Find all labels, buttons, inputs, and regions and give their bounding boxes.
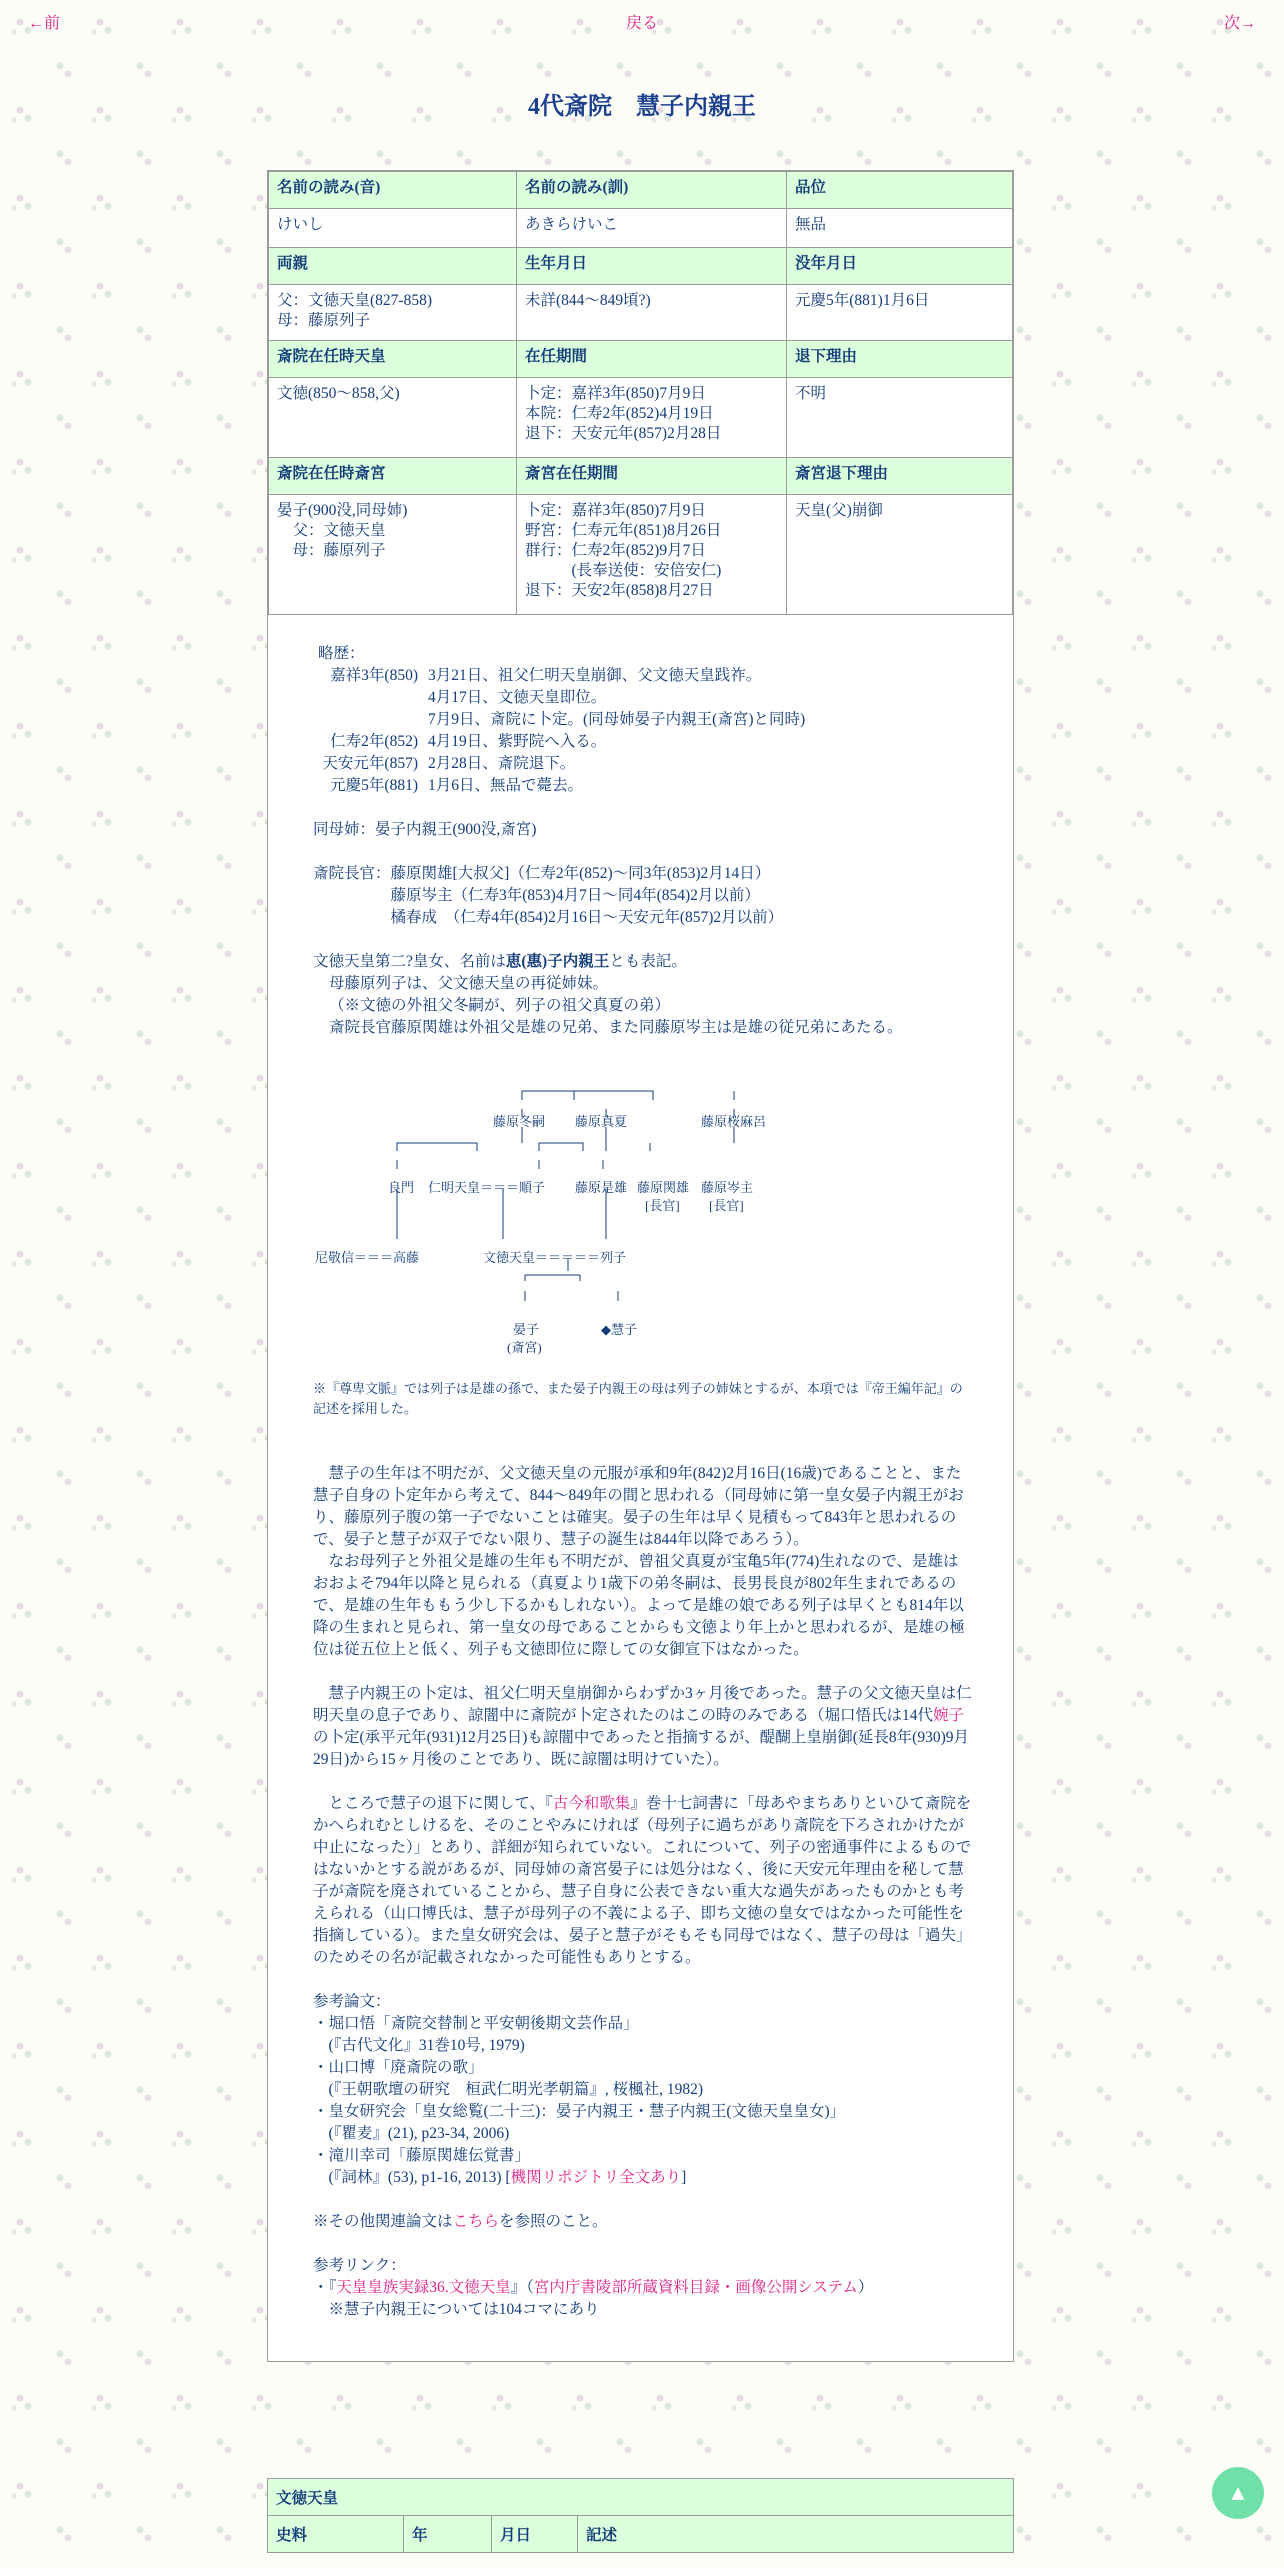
family-member: 仁明天皇＝＝＝順子 (428, 1180, 546, 1195)
reference-item: ・堀口悟「斎院交替制と平安朝後期文芸作品」 (313, 2015, 639, 2032)
cell-line: 退下：天安2年(858)8月27日 (525, 582, 714, 599)
history-row: 仁寿2年(852) 4月19日、紫野院へ入る。 (330, 733, 607, 750)
family-member: 尼敬信＝＝＝高藤 (315, 1250, 420, 1265)
history-row: 元慶5年(881) 1月6日、無品で薨去。 (330, 777, 584, 794)
info-table (268, 171, 1013, 615)
history-title: 略歴： (318, 645, 365, 662)
reference-item: (『瞿麦』(21), p23-34, 2006) (313, 2125, 510, 2142)
header-cell: 名前の読み(訓) (517, 172, 787, 209)
scroll-to-top-button[interactable] (1212, 2467, 1264, 2519)
table-row (269, 495, 1013, 615)
header-cell: 退下理由 (787, 341, 1013, 378)
cell-line: 文徳(850～858,父) (277, 385, 400, 402)
table-cell (517, 495, 787, 615)
table-cell: 無品 (787, 209, 1013, 248)
cell-line: 本院：仁寿2年(852)4月19日 (525, 405, 714, 422)
link-item: ・『天皇皇族実録36.文徳天皇』（宮内庁書陵部所蔵資料目録・画像公開システム） (313, 2279, 874, 2296)
table-cell: けいし (269, 209, 517, 248)
history-row: 嘉祥3年(850) 3月21日、祖父仁明天皇崩御、父文徳天皇践祚。 (330, 667, 762, 684)
main-card (267, 170, 1014, 2362)
header-cell: 斎宮在任期間 (517, 458, 787, 495)
header-cell: 斎院在任時斎宮 (269, 458, 517, 495)
header-cell: 年 (404, 2516, 492, 2553)
paragraph: ところで慧子の退下に関して、『古今和歌集』巻十七詞書に「母あやまちありといひて斎院をかへられむとしけるを、そのことやみにければ（母列子に過ちがあり斎院を下ろされかけたが中止になった）」とあり、詳細が知られていない。これについて、列子の密通事件によるものではないかとする説があるが、同母姉の斎宮晏子には処分はなく、後に天安元年理由を秘して慧子が斎院を廃されていることから、慧子自身に公表できない重大な過失があったものかとも考えられる（山口博氏は、慧子が母列子の不義による子、即ち文徳の皇女ではなかった可能性を指摘している）。また皇女研究会は、晏子と慧子がそもそも同母ではなく、慧子の母は「過失」のためその名が記載されなかった可能性もありとする。 (313, 1795, 972, 1966)
table-cell (787, 378, 1013, 458)
table-header-row (269, 248, 1013, 285)
table-header-row (269, 172, 1013, 209)
table-header-row (268, 2516, 1014, 2553)
family-member: 藤原冬嗣 (493, 1114, 546, 1129)
header-cell: 斎宮退下理由 (787, 458, 1013, 495)
prev-link[interactable]: ←前 (28, 15, 61, 32)
family-member: 藤原岑主 (701, 1180, 754, 1195)
next-link[interactable]: 次→ (1224, 15, 1257, 32)
header-cell: 名前の読み(音) (269, 172, 517, 209)
table-cell (269, 378, 517, 458)
description: 文徳天皇第二?皇女、名前は恵(惠)子内親王とも表記。 母藤原列子は、父文徳天皇の再従姉妹。 （※文徳の外祖父冬嗣が、列子の祖父真夏の弟） 斎院長官藤原関雄は外祖父是雄の兄弟、また同藤原岑主は是雄の従兄弟にあたる。 (313, 953, 903, 1036)
cell-line: 卜定：嘉祥3年(850)7月9日 (525, 385, 706, 402)
table-row (269, 209, 1013, 248)
reference-item: (『詞林』(53), p1-16, 2013) [機関リポジトリ全文あり] (313, 2169, 687, 2186)
cell-line: (長奉送使：安倍安仁) (525, 562, 722, 579)
table-header-row (269, 341, 1013, 378)
alt-name: 恵(惠)子内親王 (505, 953, 610, 970)
article-body (268, 615, 1013, 2361)
paragraph: 慧子内親王の卜定は、祖父仁明天皇崩御からわずか3ヶ月後であった。慧子の父文徳天皇は仁明天皇の息子であり、諒闇中に斎院が卜定されたのはこの時のみである（堀口悟氏は14代婉子の卜定(承平元年(931)12月25日)も諒闇中であったと指摘するが、醍醐上皇崩御(延長8年(930)9月29日)から15ヶ月後のことであり、既に諒闇は明けていた）。 (313, 1685, 972, 1768)
family-tree (313, 1039, 973, 1357)
history-row: 4月17日、文徳天皇即位。 (428, 689, 607, 706)
references-title: 参考論文： (313, 1993, 391, 2010)
cell-line: 天皇(父)崩御 (795, 502, 883, 519)
jitsuroku-link[interactable]: 天皇皇族実録36.文徳天皇 (336, 2279, 511, 2296)
kokinshu-link[interactable]: 古今和歌集 (552, 1795, 631, 1812)
cell-line: 元慶5年(881)1月6日 (795, 292, 930, 309)
family-note: (斎宮) (507, 1340, 542, 1355)
family-member: 文徳天皇＝＝＝＝＝列子 (483, 1250, 627, 1265)
other-papers: ※その他関連論文はこちらを参照のこと。 (313, 2213, 608, 2230)
reference-item: ・皇女研究会「皇女総覧(二十三)：晏子内親王・慧子内親王(文徳天皇皇女)」 (313, 2103, 846, 2120)
arrow-up-icon: ▲ (1227, 2480, 1249, 2505)
header-cell: 斎院在任時天皇 (269, 341, 517, 378)
header-cell: 生年月日 (517, 248, 787, 285)
family-member: ◆慧子 (601, 1322, 637, 1337)
cell-line: 群行：仁寿2年(852)9月7日 (525, 542, 706, 559)
paragraph: 慧子の生年は不明だが、父文徳天皇の元服が承和9年(842)2月16日(16歳)であることと、また慧子自身の卜定年から考えて、844～849年の間と思われる（同母姉に第一皇女晏子内親王がおり、藤原列子腹の第一子でないことは確実。晏子の生年は早く見積もって843年と思われるので、晏子と慧子が双子でない限り、慧子の誕生は844年以降であろう）。 (313, 1465, 964, 1548)
family-note: [長官] (709, 1198, 744, 1213)
chokan-label: 斎院長官： (313, 865, 391, 882)
paragraph: なお母列子と外祖父是雄の生年も不明だが、曾祖父真夏が宝亀5年(774)生れなので、是雄はおおよそ794年以降と見られる（真夏より1歳下の弟冬嗣は、長男長良が802年生まれであるので、是雄の生年ももう少し下るかもしれない）。よって是雄の娘である列子は早くとも814年以降の生まれと見られ、第一皇女の母であることからも文徳より年上かと思われるが、是雄の極位は従五位上と低く、列子も文徳即位に際しての女御宣下はなかった。 (313, 1553, 965, 1658)
reference-item: (『古代文化』31巻10号, 1979) (313, 2037, 525, 2054)
reference-item: ・滝川幸司「藤原関雄伝覚書」 (313, 2147, 531, 2164)
header-cell: 品位 (787, 172, 1013, 209)
cell-line: 退下：天安元年(857)2月28日 (525, 425, 722, 442)
other-papers-link[interactable]: こちら (452, 2213, 500, 2230)
cell-line: 晏子(900没,同母姉) (277, 502, 408, 519)
chokan-item: 藤原関雄[大叔父]（仁寿2年(852)～同3年(853)2月14日） (390, 865, 771, 882)
family-member: 良門 (388, 1180, 415, 1195)
header-cell: 月日 (492, 2516, 578, 2553)
page-title: 4代斎院 慧子内親王 (528, 94, 756, 120)
cell-line: 父：文徳天皇 (277, 522, 386, 539)
enshi-link[interactable]: 婉子 (933, 1707, 965, 1724)
shoryobu-link[interactable]: 宮内庁書陵部所蔵資料目録・画像公開システム (533, 2279, 858, 2296)
family-note: [長官] (645, 1198, 680, 1213)
chokan-item: 藤原岑主（仁寿3年(853)4月7日～同4年(854)2月以前） (390, 887, 760, 904)
reference-item: (『王朝歌壇の研究 桓武仁明光孝朝篇』, 桜楓社, 1982) (313, 2081, 704, 2098)
cell-line: 未詳(844～849頃?) (525, 292, 651, 309)
header-cell: 史料 (268, 2516, 404, 2553)
table-row (269, 285, 1013, 341)
cell-line: 不明 (795, 385, 827, 402)
links-title: 参考リンク： (313, 2257, 406, 2274)
table-cell (517, 378, 787, 458)
header-cell: 没年月日 (787, 248, 1013, 285)
source-table (267, 2478, 1014, 2553)
table-cell (269, 285, 517, 341)
cell-line: 父：文徳天皇(827-858) (277, 292, 432, 309)
chokan-item: 橘春成 （仁寿4年(854)2月16日～天安元年(857)2月以前） (390, 909, 784, 926)
cell-line: 母：藤原列子 (277, 312, 371, 329)
table-header-row (269, 458, 1013, 495)
source-note: ※『尊卑文脈』では列子は是雄の孫で、また晏子内親王の母は列子の姉妹とするが、本項では『帝王編年記』の記述を採用した。 (313, 1381, 963, 1416)
family-member: 藤原関雄 (637, 1180, 690, 1195)
chokan-block (313, 863, 973, 929)
reference-item: ・山口博「廃斎院の歌」 (313, 2059, 484, 2076)
header-cell: 両親 (269, 248, 517, 285)
history-row: 天安元年(857) 2月28日、斎院退下。 (322, 755, 576, 772)
link-note: ※慧子内親王については104コマにあり (313, 2301, 600, 2318)
header-cell: 記述 (578, 2516, 1014, 2553)
cell-line: 野宮：仁寿元年(851)8月26日 (525, 522, 722, 539)
repository-link[interactable]: 機関リポジトリ全文あり (510, 2169, 682, 2186)
table-cell: あきらけいこ (517, 209, 787, 248)
table-title-row (268, 2479, 1014, 2516)
family-member: 藤原桜麻呂 (701, 1114, 767, 1129)
table-cell (787, 285, 1013, 341)
table-cell (787, 495, 1013, 615)
history-list (313, 665, 973, 797)
back-link[interactable]: 戻る (626, 15, 659, 32)
table-title: 文徳天皇 (268, 2479, 1014, 2516)
family-member: 藤原是雄 (575, 1180, 628, 1195)
table-row (269, 378, 1013, 458)
family-member: 晏子 (513, 1322, 540, 1337)
family-member: 藤原真夏 (575, 1114, 628, 1129)
table-cell (269, 495, 517, 615)
cell-line: 卜定：嘉祥3年(850)7月9日 (525, 502, 706, 519)
cell-line: 母：藤原列子 (277, 542, 386, 559)
header-cell: 在任期間 (517, 341, 787, 378)
sister-line: 同母姉：晏子内親王(900没,斎宮) (313, 821, 537, 838)
table-cell (517, 285, 787, 341)
history-row: 7月9日、斎院に卜定。(同母姉晏子内親王(斎宮)と同時) (428, 711, 806, 728)
